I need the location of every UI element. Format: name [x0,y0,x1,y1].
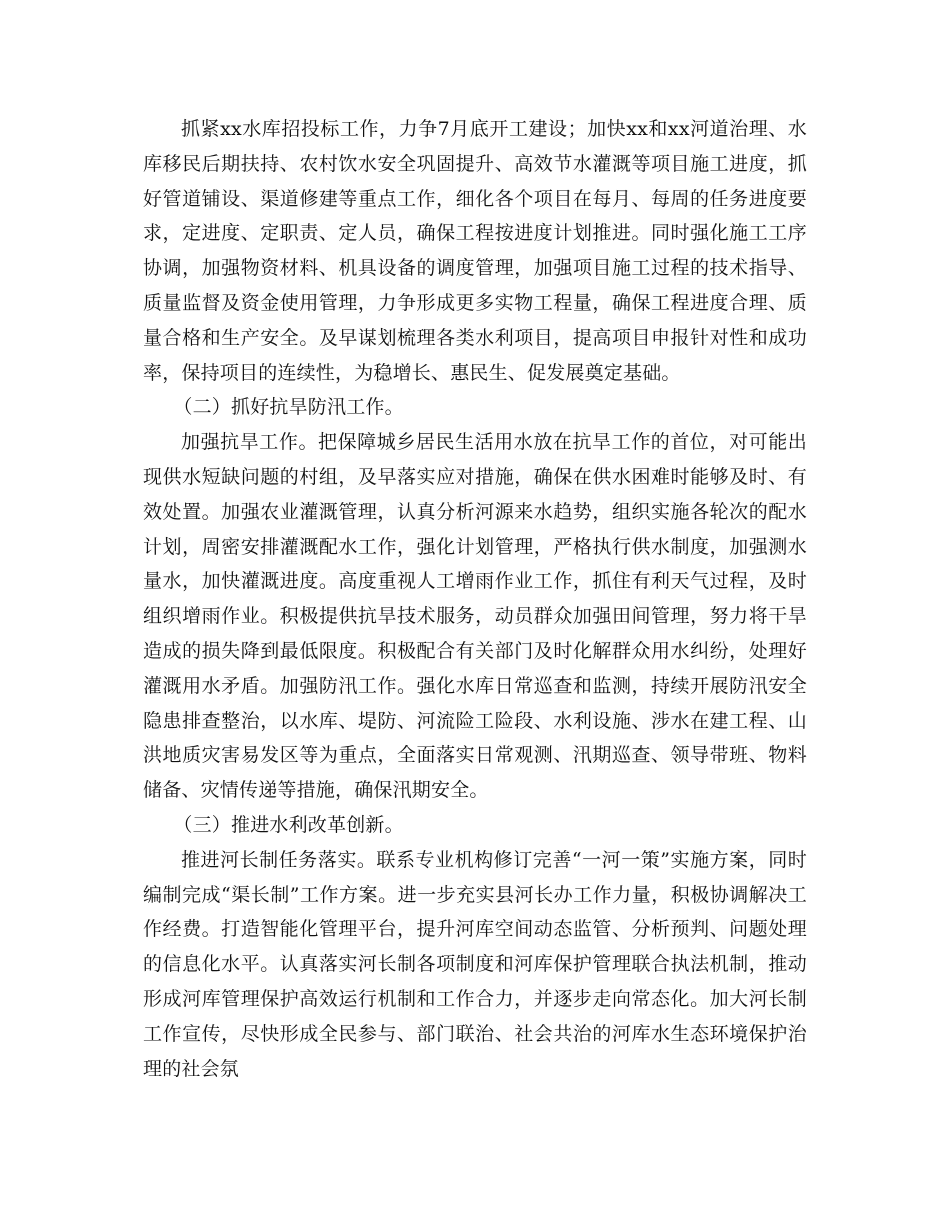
section-heading-drought-flood: （二）抓好抗旱防汛工作。 [173,396,404,419]
paragraph-river-chief-system: 推进河长制任务落实。联系专业机构修订完善“一河一策”实施方案，同时编制完成“渠长制”工作方案。进一步充实县河长办工作力量，积极协调解决工作经费。打造智能化管理平台，提升河库空间动态监管、分析预判、问题处理的信息化水平。认真落实河长制各项制度和河库保护管理联合执法机制，推动形成河库管理保护高效运行机制和工作合力，并逐步走向常态化。加大河长制工作宣传，尽快形成全民参与、部门联治、社会共治的河库水生态环境保护治理的社会氛 [143,848,807,1080]
document-body [143,112,807,1086]
paragraph-drought-flood: 加强抗旱工作。把保障城乡居民生活用水放在抗旱工作的首位，对可能出现供水短缺问题的村组，及早落实应对措施，确保在供水困难时能够及时、有效处置。加强农业灌溉管理，认真分析河源来水趋势，组织实施各轮次的配水计划，周密安排灌溉配水工作，强化计划管理，严格执行供水制度，加强测水量水，加快灌溉进度。高度重视人工增雨作业工作，抓住有利天气过程，及时组织增雨作业。积极提供抗旱技术服务，动员群众加强田间管理，努力将干旱造成的损失降到最低限度。积极配合有关部门及时化解群众用水纠纷，处理好灌溉用水矛盾。加强防汛工作。强化水库日常巡查和监测，持续开展防汛安全隐患排查整治，以水库、堤防、河流险工险段、水利设施、涉水在建工程、山洪地质灾害易发区等为重点，全面落实日常观测、汛期巡查、领导带班、物料储备、灾情传递等措施，确保汛期安全。 [143,431,807,802]
paragraph-project-construction: 抓紧xx水库招投标工作，力争7月底开工建设；加快xx和xx河道治理、水库移民后期扶持、农村饮水安全巩固提升、高效节水灌溉等项目施工进度，抓好管道铺设、渠道修建等重点工作，细化各个项目在每月、每周的任务进度要求，定进度、定职责、定人员，确保工程按进度计划推进。同时强化施工工序协调，加强物资材料、机具设备的调度管理，加强项目施工过程的技术指导、质量监督及资金使用管理，力争形成更多实物工程量，确保工程进度合理、质量合格和生产安全。及早谋划梳理各类水利项目，提高项目申报针对性和成功率，保持项目的连续性，为稳增长、惠民生、促发展奠定基础。 [143,118,807,384]
section-heading-water-reform: （三）推进水利改革创新。 [173,813,404,836]
